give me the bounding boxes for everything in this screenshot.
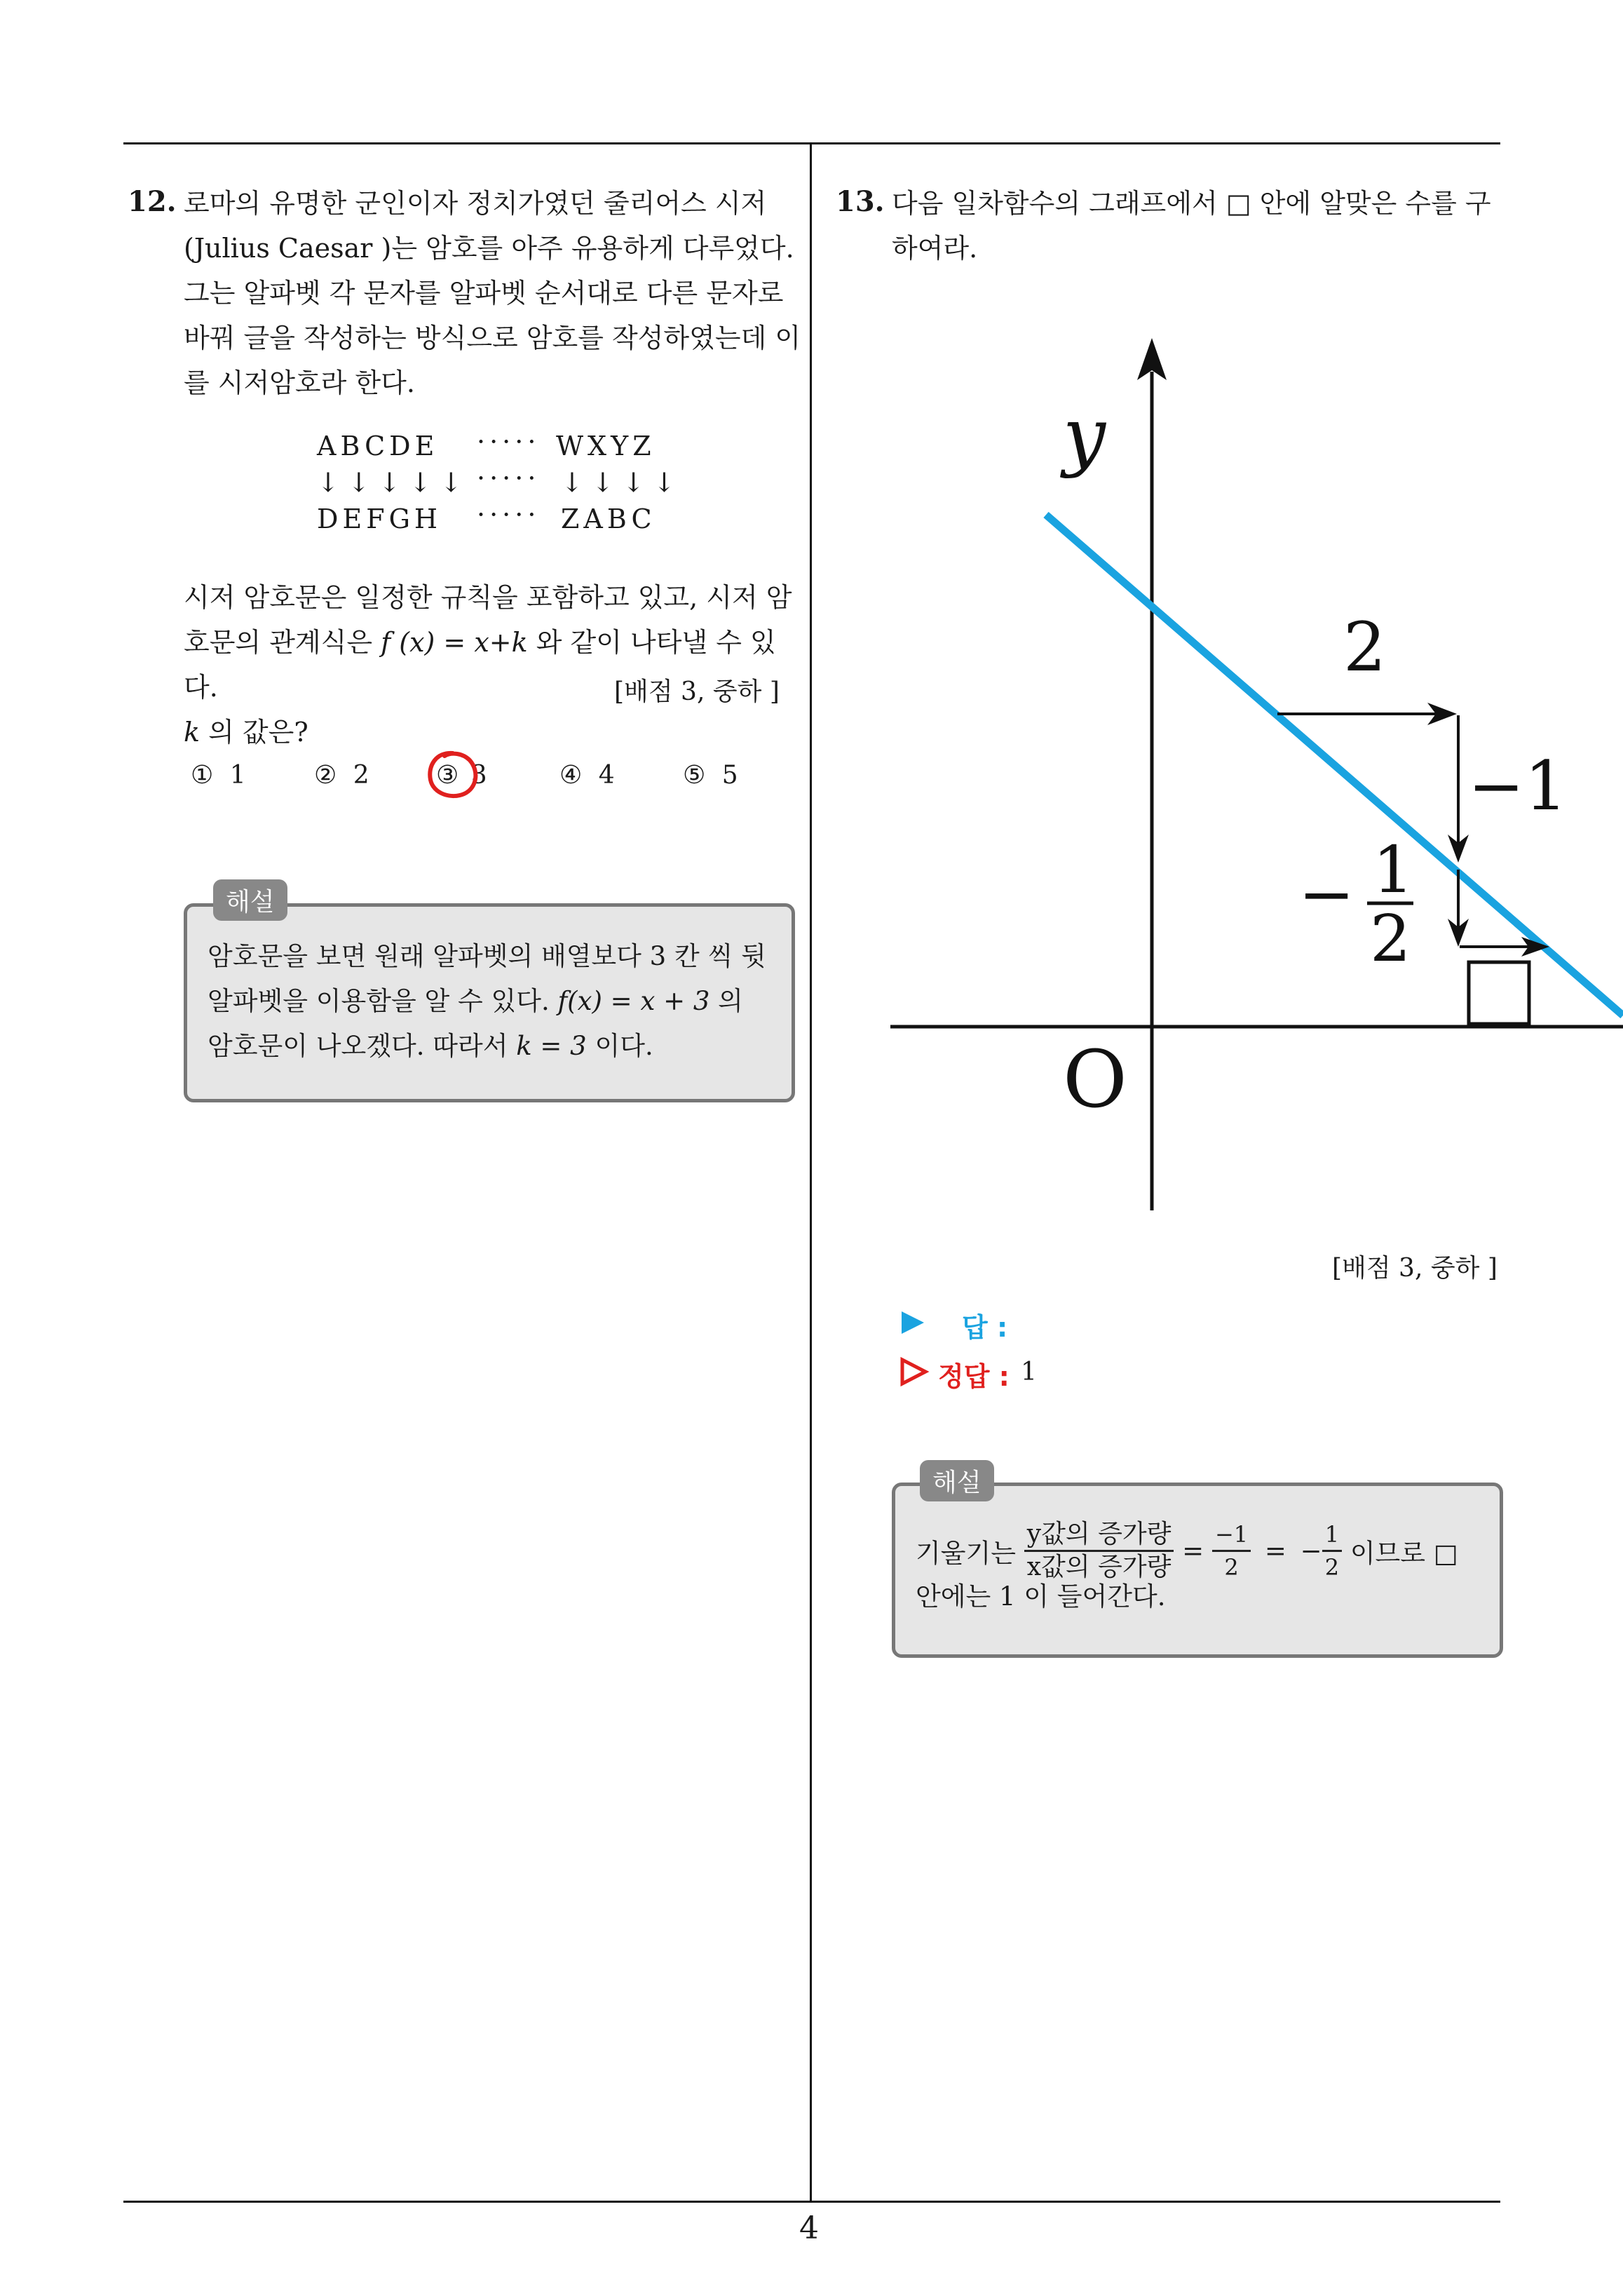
cipher-row-3-dots: ····· [477, 499, 541, 530]
fraction-numerator: −1 [1212, 1519, 1251, 1552]
result-fraction [1322, 1519, 1342, 1583]
question-12-paragraph-2 [184, 575, 801, 755]
text-line [184, 710, 801, 755]
question-number: 13. [836, 185, 885, 218]
neg-half-sign: − [1298, 855, 1355, 933]
neg-half-denominator: 2 [1370, 901, 1411, 976]
explanation-label: 해설 [920, 1460, 994, 1501]
cipher-row-2-left: ↓↓↓↓↓ [317, 467, 471, 498]
rise-label-neg1: −1 [1468, 747, 1568, 825]
question-text [184, 181, 815, 405]
minus-sign: − [1300, 1536, 1322, 1566]
text-fragment: 와 같이 나타낼 수 있다. [184, 627, 776, 703]
choice-5[interactable] [683, 761, 738, 790]
choice-mark: ① [191, 761, 214, 790]
run-label-2: 2 [1343, 608, 1387, 687]
explanation-label: 해설 [213, 879, 287, 921]
text-line: 암호문을 보면 원래 알파벳의 배열보다 3 칸 씩 뒷 [208, 941, 766, 971]
text-fragment: 의 [709, 986, 743, 1016]
text-fragment: 이므로 □ [1350, 1538, 1458, 1569]
question-number: 12. [128, 185, 177, 218]
text-fragment: 의 값은? [200, 717, 308, 748]
answer-label: 답 : [962, 1312, 1008, 1343]
choice-value: 3 [470, 761, 487, 790]
text-line: 그는 알파벳 각 문자를 알파벳 순서대로 다른 문자로 [184, 278, 784, 309]
play-icon [899, 1309, 927, 1337]
choice-mark: ③ [436, 761, 459, 790]
text-line: 하여라. [892, 233, 978, 264]
text-fragment: 이다. [586, 1031, 653, 1061]
text-line: 다음 일차함수의 그래프에서 □ 안에 알맞은 수를 구 [892, 188, 1491, 219]
choice-value: 4 [598, 761, 615, 790]
score-label: [배점 3, 중하 ] [1332, 1254, 1498, 1283]
text-line: 를 시저암호라 한다. [184, 367, 415, 398]
choice-4[interactable] [559, 761, 615, 790]
formula: f(x) = x + 3 [557, 986, 710, 1016]
origin-label: O [1063, 1034, 1127, 1126]
slope-fraction [1024, 1519, 1174, 1583]
correct-answer-label: 정답 : [938, 1361, 1010, 1392]
value-fraction [1212, 1519, 1251, 1583]
cipher-row-2-dots: ····· [477, 463, 541, 494]
fraction-numerator: y값의 증가량 [1024, 1519, 1174, 1552]
explanation-text-12 [208, 934, 782, 1069]
fraction-denominator: 2 [1324, 1554, 1340, 1581]
answer-circle-mark [423, 748, 482, 804]
cipher-row-1-dots: ····· [477, 426, 541, 457]
cipher-row-1-left: ABCDE [317, 431, 439, 461]
column-divider [810, 144, 812, 2202]
formula: k = 3 [516, 1031, 587, 1061]
play-outline-icon [899, 1356, 930, 1387]
text-line: (Julius Caesar )는 암호를 아주 유용하게 다루었다. [184, 233, 794, 264]
equals-sign: = [1264, 1536, 1286, 1566]
fraction-denominator: x값의 증가량 [1026, 1553, 1172, 1581]
fraction-denominator: 2 [1224, 1554, 1239, 1581]
choice-value: 1 [229, 761, 246, 790]
choice-value: 2 [353, 761, 369, 790]
question-text [892, 181, 1509, 271]
correct-answer-value: 1 [1021, 1358, 1037, 1386]
cipher-row-3-left: DEFGH [317, 504, 442, 534]
text-fragment: 호문의 관계식은 [184, 627, 381, 658]
text-line: 로마의 유명한 군인이자 정치가였던 줄리어스 시저 [184, 188, 767, 219]
choice-value: 5 [721, 761, 738, 790]
formula: f (x) = x+k [381, 627, 528, 658]
cipher-row-1-right: WXYZ [556, 431, 656, 461]
text-line [916, 1519, 1490, 1582]
text-line: 안에는 1 이 들어간다. [916, 1581, 1166, 1612]
linear-function-graph [890, 330, 1623, 1227]
y-axis-label: y [1063, 392, 1106, 480]
variable-k: k [184, 717, 201, 748]
equals-sign: = [1182, 1536, 1204, 1566]
top-rule [123, 142, 1500, 144]
explanation-text-13 [916, 1519, 1490, 1613]
text-line [208, 1024, 782, 1069]
choice-mark: ⑤ [683, 761, 706, 790]
page-number: 4 [799, 2210, 819, 2246]
answer-square [1469, 962, 1529, 1024]
bottom-rule [123, 2201, 1500, 2203]
text-line [208, 979, 782, 1024]
cipher-row-2-right: ↓↓↓↓ [561, 467, 684, 498]
fraction-numerator: 1 [1322, 1519, 1342, 1552]
choice-mark: ④ [559, 761, 583, 790]
choice-2[interactable] [314, 761, 369, 790]
text-fragment: 암호문이 나오겠다. 따라서 [208, 1031, 517, 1061]
text-line: 바꿔 글을 작성하는 방식으로 암호를 작성하였는데 이 [184, 323, 801, 353]
text-fragment: 알파벳을 이용함을 알 수 있다. [208, 986, 558, 1016]
score-label: [배점 3, 중하 ] [614, 677, 780, 706]
choice-mark: ② [314, 761, 337, 790]
neg-half-numerator: 1 [1373, 832, 1414, 907]
cipher-row-3-right: ZABC [561, 504, 656, 534]
choice-1[interactable] [191, 761, 246, 790]
text-fragment: 기울기는 [916, 1538, 1024, 1569]
text-line: 시저 암호문은 일정한 규칙을 포함하고 있고, 시저 암 [184, 582, 792, 613]
